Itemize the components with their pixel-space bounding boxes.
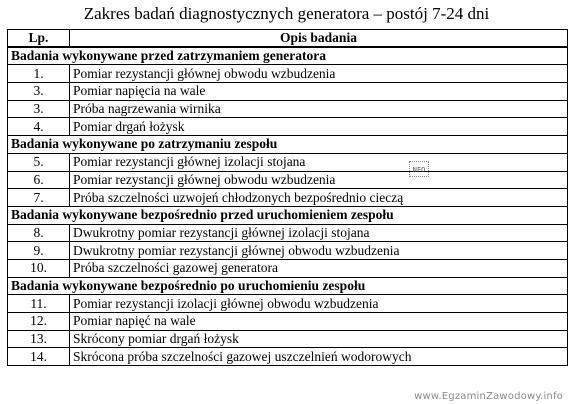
table-row [8,242,568,260]
row-description: Próba szczelności gazowej generatora [70,259,568,277]
row-number: 1. [8,65,70,83]
row-number: 13. [8,330,70,348]
section-heading-row [8,277,568,295]
row-number: 3. [8,100,70,118]
row-number: 12. [8,313,70,331]
row-number: 9. [8,242,70,260]
header-lp: Lp. [8,30,70,48]
table-row [8,118,568,136]
section-heading-row [8,136,568,154]
table-row [8,224,568,242]
table-row [8,259,568,277]
row-number: 7. [8,189,70,207]
diagnostics-table [7,29,568,366]
row-description: Skrócona próba szczelności gazowej uszczelnień wodorowych [70,348,568,366]
row-number: 6. [8,171,70,189]
section-heading-row [8,47,568,65]
row-number: 4. [8,118,70,136]
row-description: Próba szczelności uzwojeń chłodzonych bezpośrednio cieczą [70,189,568,207]
section-heading-row [8,206,568,224]
table-row [8,348,568,366]
table-row [8,189,568,207]
row-description: Próba nagrzewania wirnika [70,100,568,118]
row-description: Dwukrotny pomiar rezystancji głównej izolacji stojana [70,224,568,242]
header-opis: Opis badania [70,30,568,48]
nfo-placeholder-icon: NFO [409,161,429,177]
row-number: 14. [8,348,70,366]
document-title: Zakres badań diagnostycznych generatora – postój 7-24 dni [83,4,490,23]
row-description: Pomiar rezystancji izolacji głównej obwodu wzbudzenia [70,295,568,313]
row-description: Pomiar napięcia na wale [70,83,568,101]
row-number: 8. [8,224,70,242]
row-number: 3. [8,83,70,101]
table-row [8,100,568,118]
table-row [8,83,568,101]
row-description: Pomiar napięć na wale [70,313,568,331]
row-number: 10. [8,259,70,277]
table-row [8,330,568,348]
table-row [8,313,568,331]
row-description: Pomiar rezystancji głównej obwodu wzbudzenia [70,171,568,189]
watermark: www.EgzaminZawodowy.info [414,391,563,402]
table-row [8,153,568,171]
row-description: Dwukrotny pomiar rezystancji głównej obwodu wzbudzenia [70,242,568,260]
table-row [8,295,568,313]
row-number: 11. [8,295,70,313]
section-heading: Badania wykonywane po zatrzymaniu zespołu [8,136,568,154]
row-description: Pomiar rezystancji głównej izolacji stojana [70,153,568,171]
row-description: Pomiar drgań łożysk [70,118,568,136]
section-heading: Badania wykonywane przed zatrzymaniem generatora [8,47,568,65]
table-row [8,65,568,83]
table-row [8,171,568,189]
table-header-row [8,30,568,48]
row-description: Skrócony pomiar drgań łożysk [70,330,568,348]
section-heading: Badania wykonywane bezpośrednio po uruchomieniu zespołu [8,277,568,295]
section-heading: Badania wykonywane bezpośrednio przed uruchomieniem zespołu [8,206,568,224]
row-number: 5. [8,153,70,171]
row-description: Pomiar rezystancji głównej obwodu wzbudzenia [70,65,568,83]
